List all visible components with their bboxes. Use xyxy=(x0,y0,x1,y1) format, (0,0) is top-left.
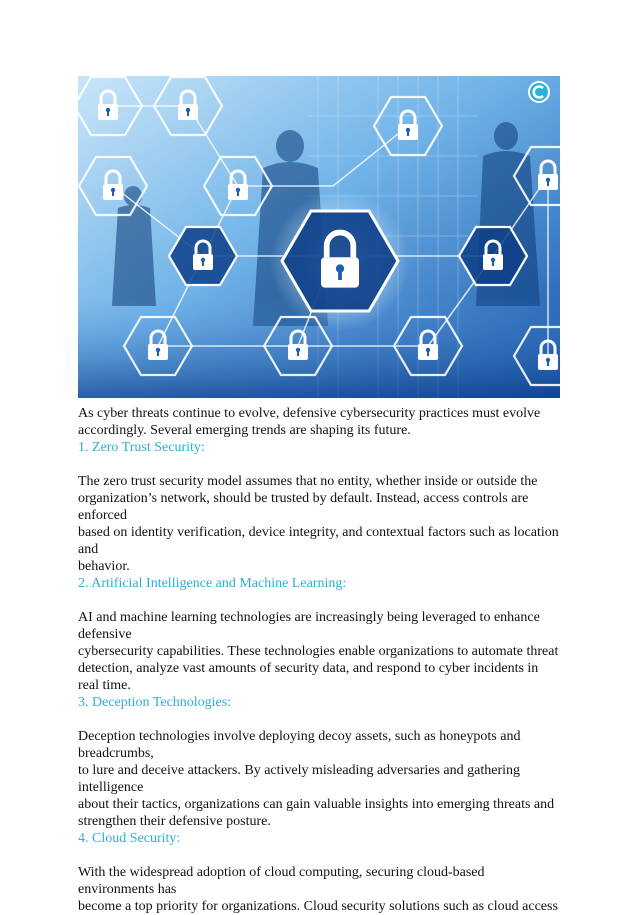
section-paragraph xyxy=(78,728,562,830)
text-line: strengthen their defensive posture. xyxy=(78,814,271,829)
section-paragraph xyxy=(78,609,562,694)
text-line: detection, analyze vast amounts of security data, and respond to cyber incidents in real time. xyxy=(78,661,539,693)
text-line: Deception technologies involve deploying decoy assets, such as honeypots and breadcrumbs, xyxy=(78,729,521,761)
text-line: As cyber threats continue to evolve, defensive cybersecurity practices must evolve xyxy=(78,406,541,421)
text-line: The zero trust security model assumes that no entity, whether inside or outside the xyxy=(78,474,538,489)
c-logo-icon xyxy=(528,81,550,103)
section-heading: 4. Cloud Security: xyxy=(78,831,181,846)
section-heading: 1. Zero Trust Security: xyxy=(78,440,205,455)
text-line: to lure and deceive attackers. By actively misleading adversaries and gathering intelligence xyxy=(78,763,520,795)
text-line: behavior. xyxy=(78,559,130,574)
section-heading: 2. Artificial Intelligence and Machine Learning: xyxy=(78,576,347,591)
hero-image xyxy=(78,76,560,398)
text-line: about their tactics, organizations can gain valuable insights into emerging threats and xyxy=(78,797,555,812)
text-line: organization’s network, should be trusted by default. Instead, access controls are enforced xyxy=(78,491,529,523)
text-line: become a top priority for organizations. Cloud security solutions such as cloud access xyxy=(78,899,558,914)
cybersecurity-illustration xyxy=(78,76,560,398)
text-line: based on identity verification, device integrity, and contextual factors such as location and xyxy=(78,525,559,557)
text-line: accordingly. Several emerging trends are shaping its future. xyxy=(78,423,411,438)
text-line: cybersecurity capabilities. These technologies enable organizations to automate threat xyxy=(78,644,559,659)
text-line: AI and machine learning technologies are increasingly being leveraged to enhance defensive xyxy=(78,610,540,642)
intro-paragraph xyxy=(78,405,562,439)
text-line: With the widespread adoption of cloud computing, securing cloud-based environments has xyxy=(78,865,485,897)
section-paragraph xyxy=(78,864,562,915)
section-heading: 3. Deception Technologies: xyxy=(78,695,232,710)
article-body xyxy=(78,405,562,915)
section-paragraph xyxy=(78,473,562,575)
